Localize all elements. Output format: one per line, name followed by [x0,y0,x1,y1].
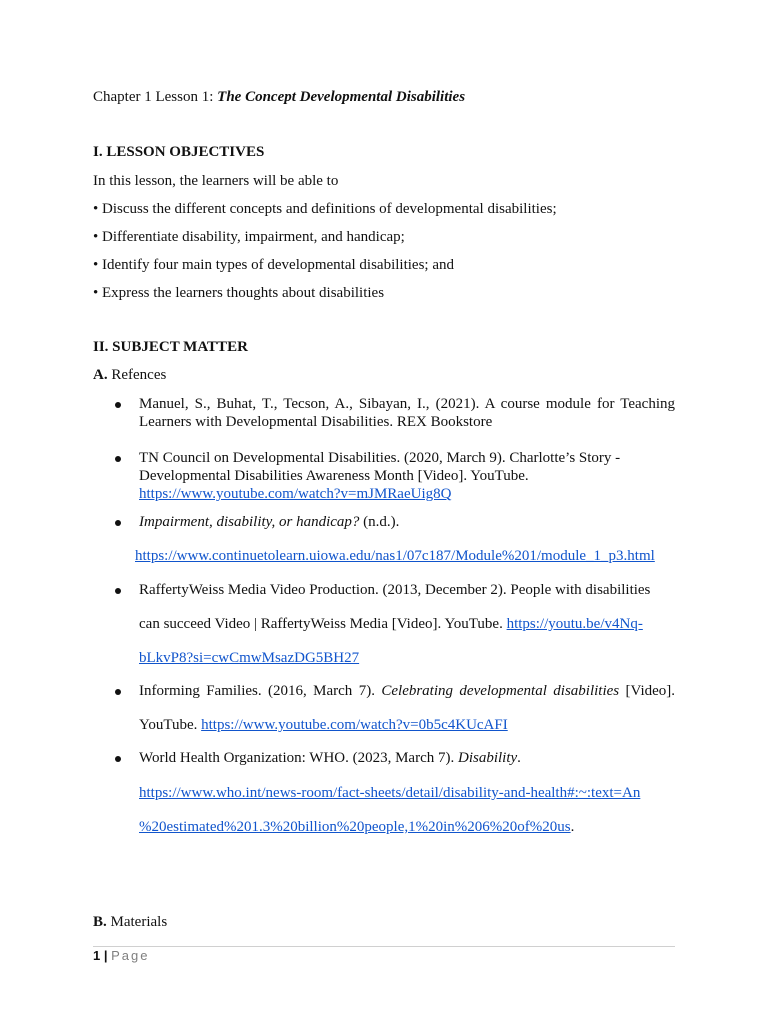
reference-item [139,395,675,431]
subject-matter-heading: II. SUBJECT MATTER [93,339,248,355]
references-heading [93,366,166,384]
reference-item-cont [139,649,675,667]
reference-item [139,581,675,599]
chapter-prefix: Chapter 1 Lesson 1: [93,89,218,105]
reference-text: Informing Families. (2016, March 7). [139,683,382,699]
reference-text: [Video]. [619,683,676,699]
reference-link[interactable]: %20estimated%201.3%20billion%20people,1%20in%206%20of%20us [139,819,571,835]
reference-link[interactable]: bLkvP8?si=cwCmwMsazDG5BH27 [139,650,360,666]
reference-link[interactable]: https://www.who.int/news-room/fact-sheets/detail/disability-and-health#:~:text=An [139,785,641,801]
reference-text: . [517,750,521,766]
reference-text: RaffertyWeiss Media Video Production. (2013, December 2). People with disabilities [139,582,651,598]
reference-item-cont [139,615,675,633]
page-footer [93,948,149,963]
reference-title: Celebrating developmental disabilities [381,683,620,699]
objective-item: • Discuss the different concepts and definitions of developmental disabilities; [93,201,557,217]
materials-label: B. [93,914,107,930]
reference-link[interactable]: https://www.youtube.com/watch?v=0b5c4KUcAFI [201,717,508,733]
reference-link[interactable]: https://www.youtube.com/watch?v=mJMRaeUig8Q [139,486,452,502]
reference-title: Disability [458,750,518,766]
reference-item [139,749,675,767]
objective-item: • Identify four main types of developmental disabilities; and [93,257,454,273]
bullet-icon [115,756,121,762]
objectives-heading: I. LESSON OBJECTIVES [93,144,265,160]
reference-text: Manuel, S., Buhat, T., Tecson, A., Sibayan, I., (2021). A course module for Teaching [139,396,675,412]
materials-heading [93,913,167,931]
reference-text: . [570,819,575,835]
reference-link-row [135,547,655,565]
objectives-intro: In this lesson, the learners will be able to [93,173,339,189]
footer-divider [93,946,675,947]
page-separator: | [100,948,112,963]
page-number: 1 [93,948,101,963]
bullet-icon [115,588,121,594]
reference-title: Impairment, disability, or handicap? [139,514,360,530]
references-label: A. [93,367,108,383]
bullet-icon [115,402,121,408]
materials-title: Materials [106,914,168,930]
page-label: Page [111,948,150,963]
reference-text: Developmental Disabilities Awareness Month [Video]. YouTube. [139,468,529,484]
references-title: Refences [107,367,167,383]
reference-item [139,682,675,700]
bullet-icon [115,520,121,526]
reference-item-cont [139,818,675,836]
reference-item [139,513,675,531]
reference-text: World Health Organization: WHO. (2023, March 7). [139,750,458,766]
reference-link[interactable]: https://youtu.be/v4Nq- [506,616,643,632]
reference-item-cont [139,784,675,802]
objective-item: • Express the learners thoughts about disabilities [93,285,385,301]
reference-text: Learners with Developmental Disabilities. REX Bookstore [139,414,493,430]
reference-link[interactable]: https://www.continuetolearn.uiowa.edu/nas1/07c187/Module%201/module_1_p3.html [135,548,655,564]
reference-text: can succeed Video | RaffertyWeiss Media [Video]. YouTube. [139,616,507,632]
reference-text: TN Council on Developmental Disabilities. (2020, March 9). Charlotte’s Story - [139,450,621,466]
bullet-icon [115,689,121,695]
reference-text: YouTube. [139,717,202,733]
chapter-heading [93,88,465,106]
reference-date: (n.d.). [359,514,400,530]
bullet-icon [115,456,121,462]
reference-item-cont [139,716,675,734]
reference-item [139,449,675,503]
objective-item: • Differentiate disability, impairment, and handicap; [93,229,405,245]
lesson-title: The Concept Developmental Disabilities [217,89,466,105]
